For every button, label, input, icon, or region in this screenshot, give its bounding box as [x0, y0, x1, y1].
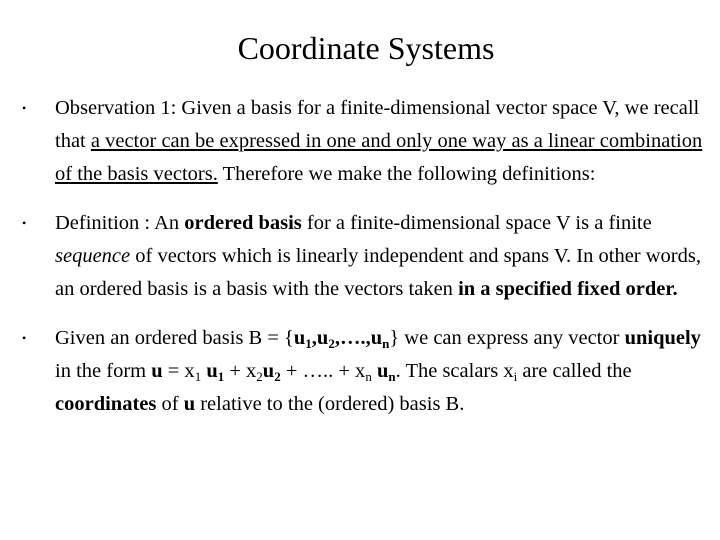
subscript: 2 [256, 369, 263, 384]
bullet-coordinates [0, 322, 720, 421]
eq-vector-u2: u [262, 360, 275, 382]
text-segment: for a finite-dimensional space V is a finite [301, 212, 652, 234]
bullet-dot-icon: • [22, 216, 27, 230]
text-segment: in the form [55, 360, 152, 382]
text-segment: of [156, 393, 184, 415]
text-segment: of vectors which is linearly independent and spans V. In other words, an ordered basis is a basis with the vectors taken [55, 245, 701, 300]
term-fixed-order: in a specified fixed order. [458, 278, 678, 300]
basis-vector: u [370, 327, 383, 349]
subscript-text: n [388, 369, 396, 384]
term-uniquely: uniquely [624, 327, 701, 349]
text-segment: } we can express any vector [389, 327, 625, 349]
subscript-text: 2 [328, 336, 335, 351]
subscript-text: n [382, 336, 390, 351]
basis-vector: u [316, 327, 329, 349]
subscript-text: 2 [274, 369, 281, 384]
term-sequence: sequence [55, 245, 131, 267]
term-coordinates: coordinates [55, 393, 157, 415]
subscript: n [365, 369, 372, 384]
text-segment: Definition : An [55, 212, 185, 234]
text-segment: + ….. + x [280, 360, 366, 382]
ellipsis: ,…., [334, 327, 371, 349]
bullet-dot-icon: • [22, 101, 27, 115]
bullet-dot-icon: • [22, 331, 27, 345]
basis-vector: u [293, 327, 306, 349]
text-segment: relative to the (ordered) basis B. [195, 393, 465, 415]
eq-vector-u1: u [206, 360, 218, 382]
subscript-text: 1 [217, 369, 225, 384]
text-segment: + x [224, 360, 257, 382]
subscript: 1 [194, 369, 202, 384]
subscript [388, 369, 395, 384]
slide-title: Coordinate Systems [237, 30, 495, 66]
text-segment: . The scalars x [395, 360, 514, 382]
bullet-definition [0, 207, 720, 306]
term-ordered-basis: ordered basis [184, 212, 302, 234]
subscript-text: 1 [305, 336, 312, 351]
text-segment: Given an ordered basis B = { [55, 327, 294, 349]
text-segment: Observation 1: Given a basis for a finite-dimensional vector space V, we recall that [55, 97, 700, 152]
text-segment: Therefore we make the following definitions: [217, 163, 596, 185]
bullet-observation [0, 92, 720, 191]
text-segment: = x [162, 360, 195, 382]
term-u: u [183, 393, 196, 415]
text-segment: are called the [517, 360, 632, 382]
comma: , [311, 327, 317, 349]
eq-vector-un: u [376, 360, 389, 382]
underlined-statement: a vector can be expressed in one and only one way as a linear combination of the basis vectors. [55, 130, 703, 185]
bullet-list [0, 92, 720, 437]
eq-vector-u: u [151, 360, 163, 382]
subscript: i [513, 369, 518, 384]
